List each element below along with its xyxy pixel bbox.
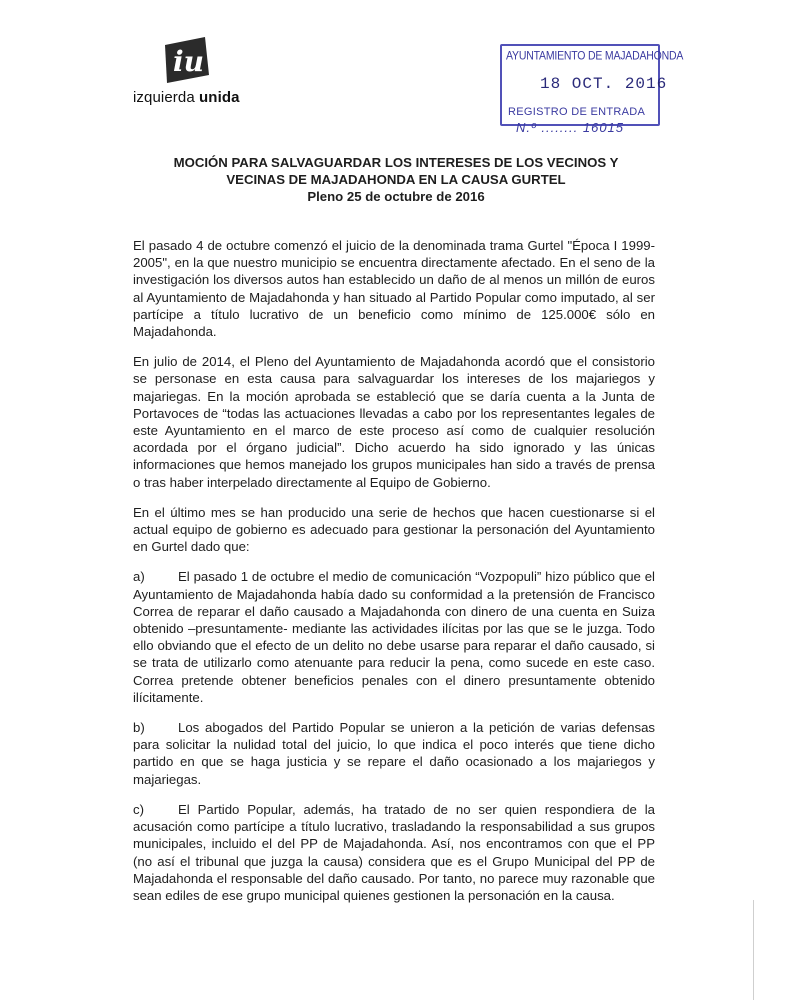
logo-text-bold: unida	[199, 89, 240, 106]
document-title	[100, 154, 692, 205]
stamp-title: AYUNTAMIENTO DE MAJADAHONDA	[506, 49, 684, 63]
paragraph-2: En julio de 2014, el Pleno del Ayuntamiento de Majadahonda acordó que el consistorio se personase en esta causa para salvaguardar los intereses de los majariegos y majariegas. En la moción aprobada se estableció que se daría cuenta a la Junta de Portavoces de “todas las actuaciones llevadas a cabo por los representantes legales de este Ayuntamiento en el marco de este proceso así como de cualquier resolución acordada por el órgano judicial”. Dicho acuerdo ha sido ignorado y las únicas informaciones que hemos manejado los grupos municipales han sido a través de prensa o tras haber interpelado directamente al Equipo de Gobierno.	[133, 354, 655, 490]
title-line-1: MOCIÓN PARA SALVAGUARDAR LOS INTERESES DE LOS VECINOS Y	[173, 155, 619, 170]
list-item-b	[133, 719, 655, 788]
iu-logo-icon	[159, 35, 211, 87]
item-letter-a: a)	[133, 569, 145, 585]
list-item-a	[133, 568, 655, 706]
paragraph-1: El pasado 4 de octubre comenzó el juicio de la denominada trama Gurtel "Época I 1999-2005", en la que nuestro municipio se encuentra directamente afectado. En el seno de la investigación los diversos autos han establecido un daño de al menos un millón de euros al Ayuntamiento de Majadahonda y han situado al Partido Popular como imputado, al ser partícipe a título lucrativo de un beneficio como mínimo de 125.000€ sólo en Majadahonda.	[133, 238, 655, 340]
stamp-date: 18 OCT. 2016	[540, 75, 668, 93]
logo-wordmark	[133, 89, 253, 106]
registry-stamp	[500, 44, 684, 135]
stamp-number: N.º ........ 16015	[516, 120, 625, 135]
item-text-a: El pasado 1 de octubre el medio de comunicación “Vozpopuli” hizo público que el Ayuntamiento de Majadahonda había dado su conformidad a la pretensión de Francisco Correa de reparar el daño causado a Majadahonda con dinero de una cuenta en Suiza obtenido –presuntamente- mediante las actividades ilícitas por las que se le juzga. Todo ello obviando que el efecto de un delito no debe usarse para reparar el daño causado, si se trata de utilizarlo como atenuante para reducir la pena, como sucede en este caso. Correa pretende obtener beneficios penales con el dinero presuntamente obtenido ilícitamente.	[133, 569, 655, 705]
stamp-subtitle: REGISTRO DE ENTRADA	[508, 106, 646, 118]
document-body	[133, 237, 655, 917]
item-text-b: Los abogados del Partido Popular se unieron a la petición de varias defensas para solicitar la nulidad total del juicio, lo que indica el poco interés que tiene dicho partido en que se haga justicia y se repare el daño ocasionado a los majariegos y majariegas.	[133, 720, 655, 787]
title-line-3: Pleno 25 de octubre de 2016	[307, 189, 485, 204]
item-letter-c: c)	[133, 801, 144, 817]
list-item-c	[133, 801, 655, 904]
izquierda-unida-logo	[133, 35, 243, 113]
paragraph-3: En el último mes se han producido una serie de hechos que hacen cuestionarse si el actual equipo de gobierno es adecuado para gestionar la personación del Ayuntamiento en Gurtel dado que:	[133, 504, 655, 555]
svg-text:iu: iu	[173, 45, 204, 78]
title-line-2: VECINAS DE MAJADAHONDA EN LA CAUSA GURTEL	[226, 172, 566, 187]
logo-text-regular: izquierda	[133, 89, 200, 106]
item-text-c: El Partido Popular, además, ha tratado de no ser quien respondiera de la acusación como partícipe a título lucrativo, trasladando la responsabilidad a sus grupos municipales, incluido el del PP de Majadahonda. Así, nos encontramos con que el PP (no así el tribunal que juzga la causa) considera que es el Grupo Municipal del PP de Majadahonda el responsable del daño causado. Por tanto, no parece muy razonable que sean ediles de ese grupo municipal quienes gestionen la personación en la causa.	[133, 801, 655, 903]
scan-edge-line	[753, 900, 754, 1000]
item-letter-b: b)	[133, 720, 145, 736]
